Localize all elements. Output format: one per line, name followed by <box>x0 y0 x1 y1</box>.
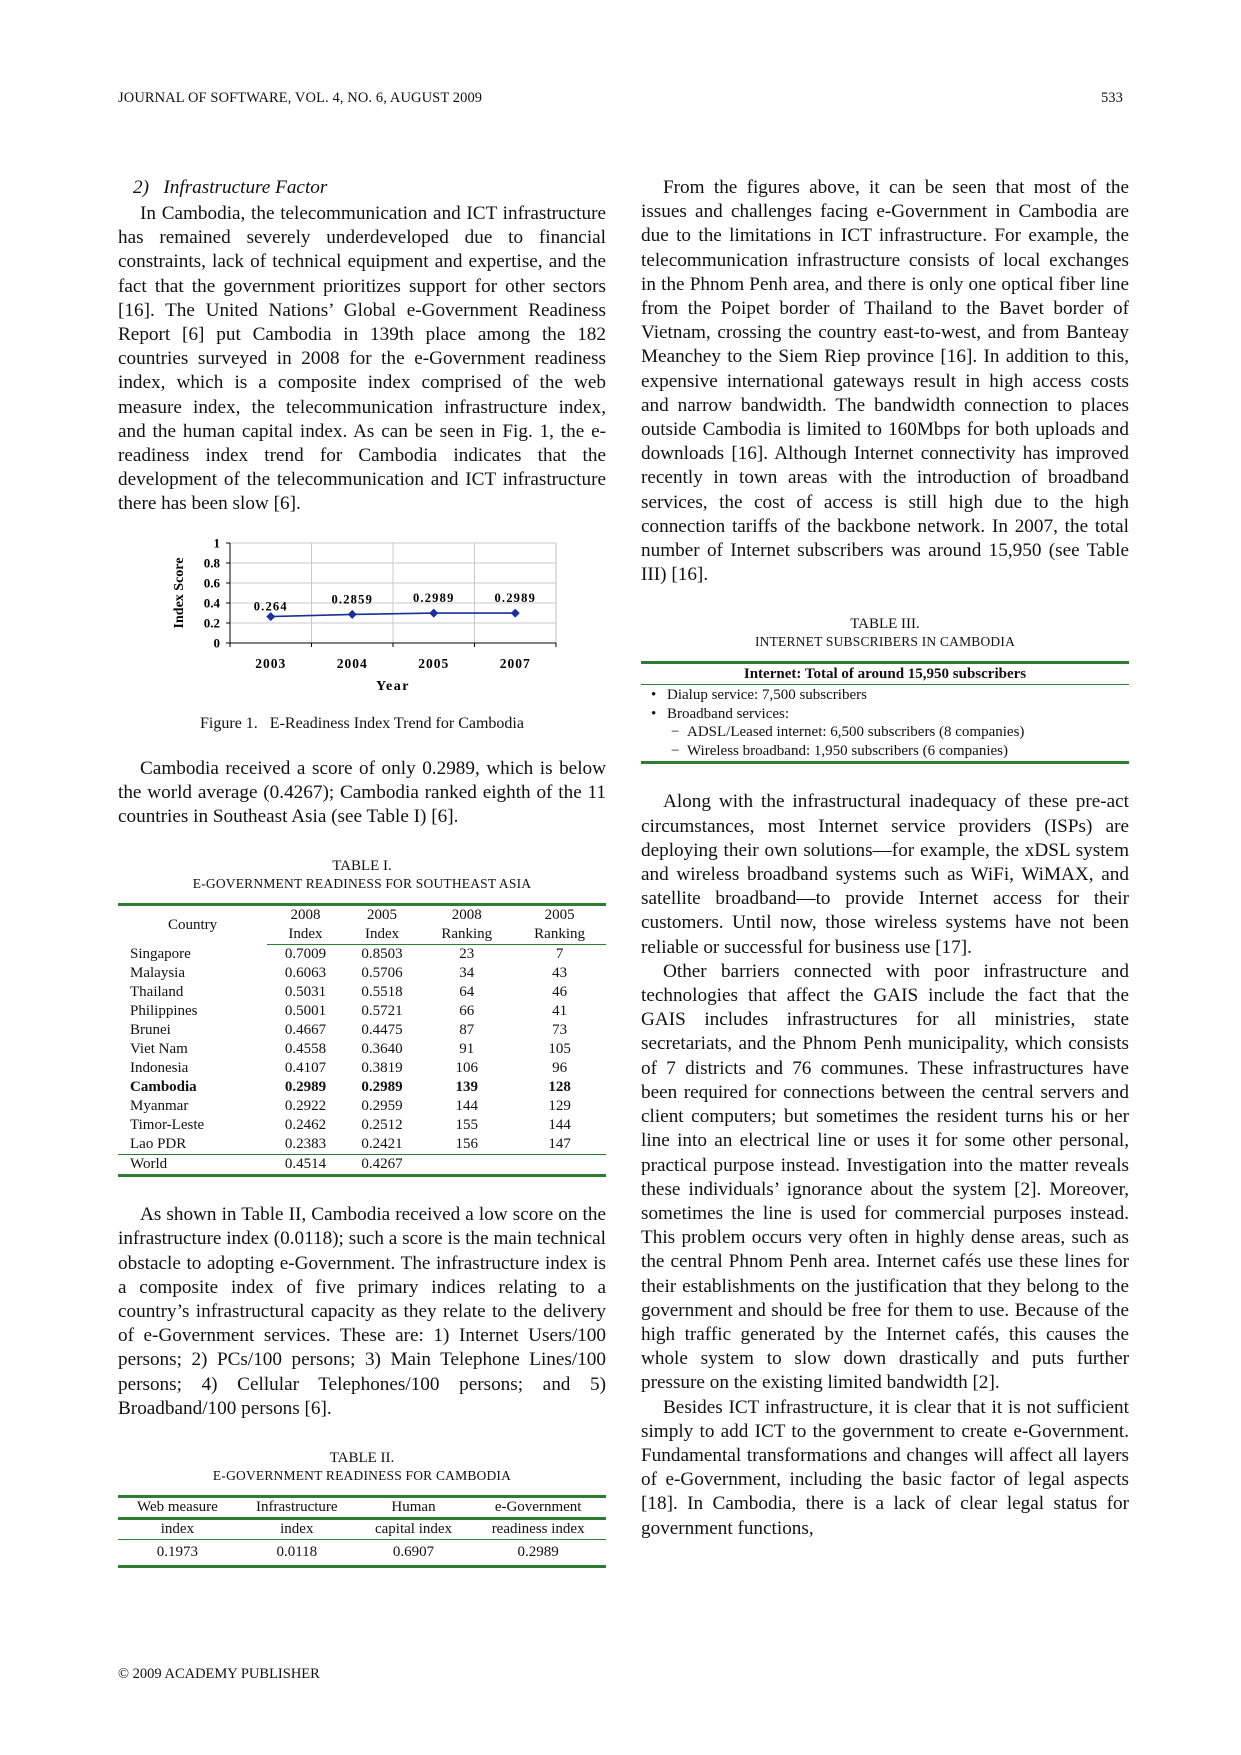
y-tick-label: 0.8 <box>203 555 220 571</box>
table-cell: Singapore <box>130 946 191 962</box>
table-cell: 0.5721 <box>361 1003 403 1020</box>
table-cell: 73 <box>552 1022 568 1039</box>
table-row <box>118 1021 606 1040</box>
list-item: − Wireless broadband: 1,950 subscribers (6 companies) <box>641 742 1129 761</box>
table-cell: 0.2989 <box>470 1540 606 1567</box>
table-cell: 23 <box>459 946 475 963</box>
table-cell: 87 <box>459 1022 475 1039</box>
table-cell: 0.2989 <box>361 1079 403 1096</box>
running-header <box>118 90 1123 110</box>
column-header: index <box>118 1519 237 1540</box>
paragraph: In Cambodia, the telecommunication and ICT infrastructure has remained severely underdeveloped due to financial constraints, lack of technical equipment and expertise, and the fact that the government prioritizes support for other sectors [16]. The United Nations’ Global e-Government Readiness Report [6] put Cambodia in 139th place among the 182 countries surveyed in 2008 for the e-Government readiness index, which is a composite index comprised of the web measure index, the telecommunication infrastructure index, and the human capital index. As can be seen in Fig. 1, the e-readiness index trend for Cambodia indicates that the development of the telecommunication and ICT infrastructure there has been slow [6]. <box>118 203 606 515</box>
column-header: Country <box>118 905 267 945</box>
column-header: Ranking <box>420 925 513 945</box>
column-header: Index <box>267 925 344 945</box>
table-cell: 0.4475 <box>361 1022 403 1039</box>
table-cell: 0.2512 <box>361 1117 403 1134</box>
table-2 <box>118 1495 606 1568</box>
table-cell: 0.1973 <box>118 1540 237 1567</box>
table-caption-title: E-GOVERNMENT READINESS FOR CAMBODIA <box>212 1468 512 1484</box>
table-cell: 0.4558 <box>284 1041 327 1058</box>
table-body <box>641 685 1129 764</box>
x-axis-title: Year <box>376 678 410 694</box>
table-cell: 91 <box>459 1041 475 1058</box>
column-header: e-Government <box>470 1497 606 1519</box>
copyright-footer: © 2009 ACADEMY PUBLISHER <box>118 1666 320 1682</box>
table-cell: 128 <box>548 1079 571 1096</box>
table-2-caption <box>118 1449 606 1485</box>
data-label: 0.2859 <box>331 592 374 607</box>
data-point-marker <box>429 608 438 617</box>
left-column <box>118 176 606 1568</box>
table-row <box>118 1116 606 1135</box>
column-header: index <box>237 1519 357 1540</box>
data-label: 0.2989 <box>412 590 455 605</box>
table-cell: 129 <box>548 1098 571 1115</box>
table-cell: 156 <box>455 1136 478 1153</box>
table-cell: 64 <box>459 984 475 1001</box>
table-cell: 0.2922 <box>284 1098 327 1115</box>
table-caption-number: TABLE I. <box>332 858 392 875</box>
table-caption-title: INTERNET SUBSCRIBERS IN CAMBODIA <box>754 634 1016 650</box>
paragraph: Cambodia received a score of only 0.2989, which is below the world average (0.4267); Cambodia ranked eighth of the 11 countries in Southeast Asia (see Table I) [6]. <box>118 757 606 828</box>
table-cell: 0.3819 <box>361 1060 403 1077</box>
table-cell: 0.2383 <box>284 1136 327 1153</box>
table-caption-number: TABLE II. <box>329 1450 395 1467</box>
column-header: 2008 <box>420 905 513 926</box>
table-cell: 0.5031 <box>284 984 327 1001</box>
table-cell: 0.5001 <box>284 1003 327 1020</box>
table-cell: 105 <box>548 1041 571 1058</box>
table-row <box>118 964 606 983</box>
table-cell: 0.2989 <box>284 1079 327 1096</box>
y-tick-label: 0 <box>213 635 220 651</box>
paragraph: Other barriers connected with poor infrastructure and technologies that affect the GAIS include the fact that the GAIS includes infrastructures for all ministries, state secretariats, and the Phnom Penh municipality, which consists of 7 districts and 76 communes. These infrastructures have been required for connections between the central servers and client computers; but sometimes the resident turns his or her line into an electrical line or uses it for some other personal, practical purpose instead. Investigation into the matter reveals these individuals’ ignorance about the system [2]. Moreover, sometimes the line is used for commercial purposes instead. This problem occurs very often in highly dense areas, such as the central Phnom Penh area. Internet cafés use these lines for their establishments on the justification that they belong to the government and should be free for them to use. Because of the high traffic generated by the Internet cafés, this causes the whole system to slow down drastically and puts further pressure on the existing limited bandwidth [2]. <box>641 960 1129 1394</box>
page-number: 533 <box>1100 90 1123 106</box>
column-header: 2005 <box>513 905 606 926</box>
column-header: Human <box>357 1497 471 1519</box>
table-cell: Indonesia <box>130 1060 189 1077</box>
table-1 <box>118 903 606 1177</box>
table-row <box>118 1002 606 1021</box>
y-axis-title: Index Score <box>172 557 187 629</box>
table-cell: Cambodia <box>130 1079 197 1096</box>
table-cell: 0.4107 <box>284 1060 327 1077</box>
table-row <box>118 1078 606 1097</box>
table-cell: Myanmar <box>130 1098 189 1115</box>
table-cell: 144 <box>455 1098 478 1115</box>
paragraph: As shown in Table II, Cambodia received a low score on the infrastructure index (0.0118); such a score is the main technical obstacle to adopting e-Government. The infrastructure index is a composite index of five primary indices relating to a country’s infrastructural capacity as they relate to the delivery of e-Government services. These are: 1) Internet Users/100 persons; 2) PCs/100 persons; 3) Main Telephone Lines/100 persons; 4) Cellular Telephones/100 persons; and 5) Broadband/100 persons [6]. <box>118 1204 606 1419</box>
table-cell: Viet Nam <box>130 1041 188 1058</box>
table-cell: 0.4514 <box>267 1155 344 1176</box>
table-cell: 0.0118 <box>237 1540 357 1567</box>
journal-title: JOURNAL OF SOFTWARE, VOL. 4, NO. 6, AUGUST 2009 <box>118 90 483 106</box>
table-cell: 139 <box>455 1079 478 1096</box>
table-cell: 0.4267 <box>344 1155 421 1176</box>
list-item: − ADSL/Leased internet: 6,500 subscribers (8 companies) <box>641 723 1129 742</box>
table-row <box>118 1059 606 1078</box>
table-cell: Brunei <box>130 1022 171 1039</box>
table-cell: Malaysia <box>130 965 185 982</box>
table-cell: Thailand <box>130 984 184 1001</box>
table-cell: 0.8503 <box>361 946 403 963</box>
table-row <box>118 945 606 965</box>
table-caption-title: E-GOVERNMENT READINESS FOR SOUTHEAST ASIA <box>192 876 532 892</box>
table-cell: 0.5706 <box>361 965 403 982</box>
column-header: 2005 <box>344 905 421 926</box>
table-cell: World <box>118 1155 267 1176</box>
paragraph: Along with the infrastructural inadequacy of these pre-act circumstances, most Internet service providers (ISPs) are deploying their own solutions—for example, the xDSL system and wireless broadband systems such as WiFi, WiMAX, and satellite broadband—to provide Internet access for their customers. Until now, those wireless systems have not been reliable or successful for business use [17]. <box>641 791 1129 958</box>
table-cell: 155 <box>455 1117 478 1134</box>
table-cell: 46 <box>552 984 568 1001</box>
data-label: 0.264 <box>253 599 288 614</box>
table-cell: 0.2421 <box>361 1136 403 1153</box>
data-label: 0.2989 <box>494 590 537 605</box>
table-cell: Timor-Leste <box>130 1117 205 1134</box>
table-cell: Lao PDR <box>130 1136 187 1153</box>
column-header: readiness index <box>470 1519 606 1540</box>
figure-1 <box>118 539 606 733</box>
x-tick-label: 2004 <box>336 655 368 671</box>
x-tick-label: 2003 <box>255 655 287 671</box>
paragraph: From the figures above, it can be seen that most of the issues and challenges facing e-Government in Cambodia are due to the limitations in ICT infrastructure. For example, the telecommunication infrastructure consists of local exchanges in the Phnom Penh area, and there is only one optical fiber line from the Poipet border of Thailand to the Bavet border of Vietnam, crossing the country east-to-west, and from Banteay Meanchey to the Siem Riep province [16]. In addition to this, expensive international gateways result in high access costs and narrow bandwidth. The bandwidth connection to places outside Cambodia is limited to 160Mbps for both uploads and downloads [16]. Although Internet connectivity has improved recently in town areas with the introduction of broadband services, the cost of access is still high due to the high connection tariffs of the backbone network. In 2007, the total number of Internet subscribers was around 15,950 (see Table III) [16]. <box>641 177 1129 586</box>
table-1-caption <box>118 857 606 893</box>
x-tick-label: 2005 <box>418 655 450 671</box>
table-cell: 0.4667 <box>284 1022 327 1039</box>
table-cell: 0.2462 <box>284 1117 327 1134</box>
paragraph: Besides ICT infrastructure, it is clear that it is not sufficient simply to add ICT to the government to create e-Government. Fundamental transformations and changes will affect all layers of e-Government, including the basic factor of legal aspects [18]. In Cambodia, there is a lack of clear legal status for government functions, <box>641 1396 1129 1539</box>
table-row <box>118 1097 606 1116</box>
data-point-marker <box>511 608 520 617</box>
table-row <box>118 1135 606 1155</box>
column-header: capital index <box>357 1519 471 1540</box>
table-cell: 0.3640 <box>361 1041 403 1058</box>
y-tick-label: 0.4 <box>203 595 220 611</box>
table-cell: 0.6907 <box>357 1540 471 1567</box>
list-item: • Broadband services: <box>641 705 1129 724</box>
table-cell: Philippines <box>130 1003 198 1020</box>
data-point-marker <box>348 610 357 619</box>
line-chart <box>118 539 606 709</box>
table-cell <box>513 1155 606 1176</box>
figure-caption: Figure 1. E-Readiness Index Trend for Cambodia <box>200 714 524 732</box>
column-header: Infrastructure <box>237 1497 357 1519</box>
y-tick-label: 0.6 <box>203 575 220 591</box>
table-cell: 96 <box>552 1060 568 1077</box>
table-cell: 106 <box>455 1060 478 1077</box>
table-cell: 41 <box>552 1003 568 1020</box>
subsection-heading: 2) Infrastructure Factor <box>133 177 328 198</box>
column-header: Ranking <box>513 925 606 945</box>
table-cell: 0.2959 <box>361 1098 403 1115</box>
table-header: Internet: Total of around 15,950 subscribers <box>641 661 1129 685</box>
table-row-world <box>118 1155 606 1176</box>
x-tick-label: 2007 <box>499 655 531 671</box>
list-item: • Dialup service: 7,500 subscribers <box>641 686 1129 705</box>
table-cell: 66 <box>459 1003 475 1020</box>
right-column <box>641 176 1129 1541</box>
table-caption-number: TABLE III. <box>850 616 920 633</box>
table-cell: 0.6063 <box>284 965 327 982</box>
column-header: 2008 <box>267 905 344 926</box>
table-cell: 147 <box>548 1136 571 1153</box>
table-cell <box>420 1155 513 1176</box>
table-3 <box>641 661 1129 764</box>
table-row <box>118 1040 606 1059</box>
table-3-caption <box>641 615 1129 651</box>
y-tick-label: 0.2 <box>203 615 220 631</box>
table-cell: 43 <box>552 965 568 982</box>
y-tick-label: 1 <box>213 538 220 551</box>
table-cell: 144 <box>548 1117 571 1134</box>
table-cell: 0.7009 <box>284 946 327 963</box>
table-cell: 7 <box>555 946 564 963</box>
column-header: Index <box>344 925 421 945</box>
table-row <box>118 983 606 1002</box>
table-cell: 34 <box>459 965 475 982</box>
table-cell: 0.5518 <box>361 984 403 1001</box>
column-header: Web measure <box>118 1497 237 1519</box>
